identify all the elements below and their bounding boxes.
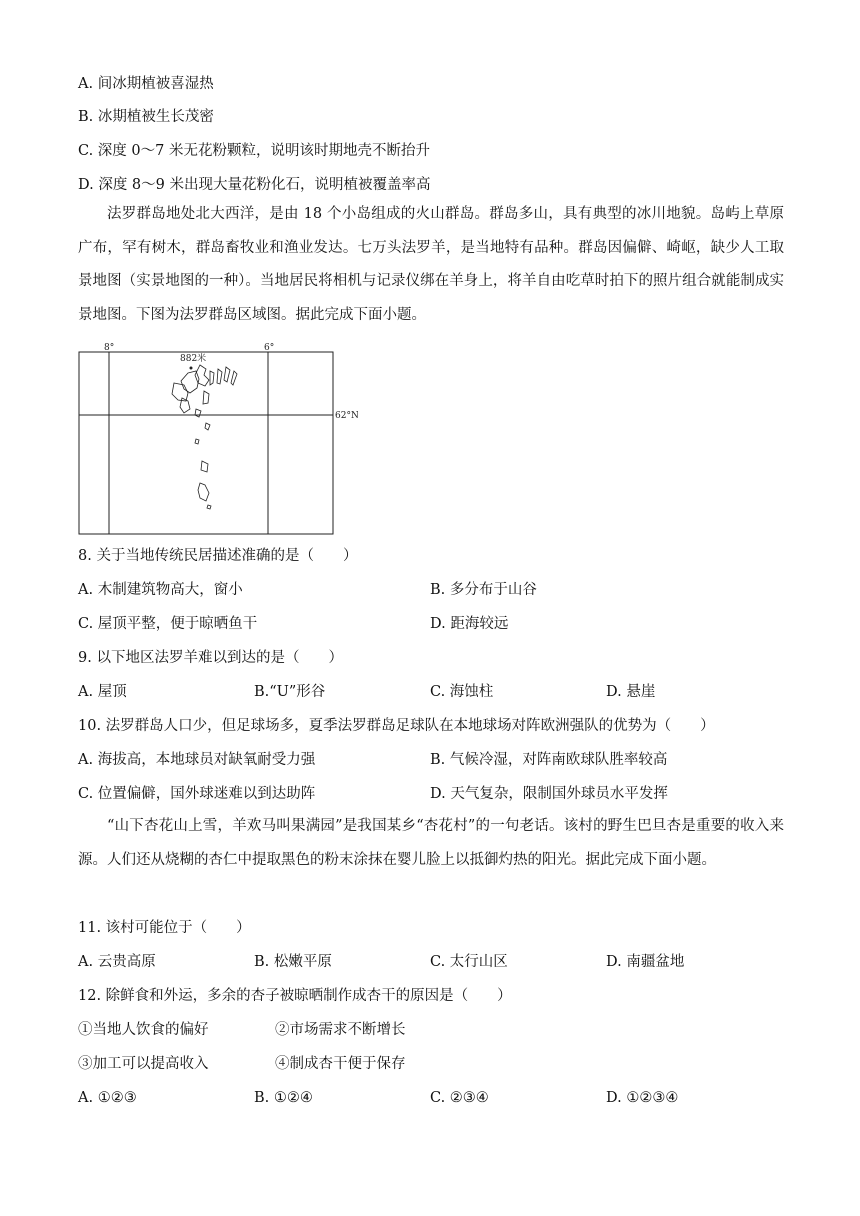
passage-apricot-village: “山下杏花山上雪，羊欢马叫果满园”是我国某乡“杏花村”的一句老话。该村的野生巴旦杏是重要的收入来源。人们还从烧糊的杏仁中提取黑色的粉末涂抹在婴儿脸上以抵御灼热的阳光。据此完成下面小题。 [78,818,784,868]
q9-stem: 9. 以下地区法罗羊难以到达的是（ ） [78,650,343,666]
faroe-islands-map [78,343,358,535]
q11-option-a: A. 云贵高原 [78,954,156,970]
q8-option-b: B. 多分布于山谷 [430,582,537,598]
q8-option-c: C. 屋顶平整，便于晾晒鱼干 [78,616,258,632]
q12-option-c: C. ②③④ [430,1090,489,1106]
latitude-label: 62°N [335,411,358,421]
q11-stem: 11. 该村可能位于（ ） [78,920,251,936]
q11-option-b: B. 松嫩平原 [254,954,332,970]
peak-marker-icon [190,367,193,370]
q12-stem: 12. 除鲜食和外运，多余的杏子被晾晒制作成杏干的原因是（ ） [78,988,512,1004]
longitude-label-west: 8° [104,343,115,353]
q10-stem: 10. 法罗群岛人口少，但足球场多，夏季法罗群岛足球队在本地球场对阵欧洲强队的优势为（ ） [78,718,715,734]
q9-option-d: D. 悬崖 [606,684,656,700]
q7-option-b: B. 冰期植被生长茂密 [78,109,214,125]
q12-statement-3: ③加工可以提高收入 [78,1056,209,1072]
q11-option-c: C. 太行山区 [430,954,508,970]
q12-statement-2: ②市场需求不断增长 [275,1022,406,1038]
q9-option-a: A. 屋顶 [78,684,127,700]
q11-option-d: D. 南疆盆地 [606,954,685,970]
q9-option-b: B.“U”形谷 [254,684,326,700]
q7-option-d: D. 深度 8～9 米出现大量花粉化石，说明植被覆盖率高 [78,177,431,193]
q7-option-c: C. 深度 0～7 米无花粉颗粒，说明该时期地壳不断抬升 [78,143,430,159]
q10-option-b: B. 气候冷湿，对阵南欧球队胜率较高 [430,752,668,768]
q10-option-c: C. 位置偏僻，国外球迷难以到达助阵 [78,786,316,802]
q12-option-d: D. ①②③④ [606,1090,679,1106]
q12-option-b: B. ①②④ [254,1090,313,1106]
q7-option-a: A. 间冰期植被喜湿热 [78,76,214,92]
q10-option-a: A. 海拔高，本地球员对缺氧耐受力强 [78,752,316,768]
q9-option-c: C. 海蚀柱 [430,684,494,700]
q8-option-a: A. 木制建筑物高大，窗小 [78,582,243,598]
q8-option-d: D. 距海较远 [430,616,509,632]
q12-statement-4: ④制成杏干便于保存 [275,1056,406,1072]
peak-elevation-label: 882米 [180,354,207,364]
longitude-label-east: 6° [264,343,275,353]
islands-outline [172,365,237,509]
passage-faroe: 法罗群岛地处北大西洋，是由 18 个小岛组成的火山群岛。群岛多山，具有典型的冰川地貌。岛屿上草原广布，罕有树木，群岛畜牧业和渔业发达。七万头法罗羊，是当地特有品种。群岛因偏僻、崎岖，缺少人工取景地图（实景地图的一种）。当地居民将相机与记录仪绑在羊身上，将羊自由吃草时拍下的照片组合就能制成实景地图。下图为法罗群岛区域图。据此完成下面小题。 [78,206,784,323]
q8-stem: 8. 关于当地传统民居描述准确的是（ ） [78,548,358,564]
q12-statement-1: ①当地人饮食的偏好 [78,1022,209,1038]
q10-option-d: D. 天气复杂，限制国外球员水平发挥 [430,786,668,802]
q12-option-a: A. ①②③ [78,1090,137,1106]
